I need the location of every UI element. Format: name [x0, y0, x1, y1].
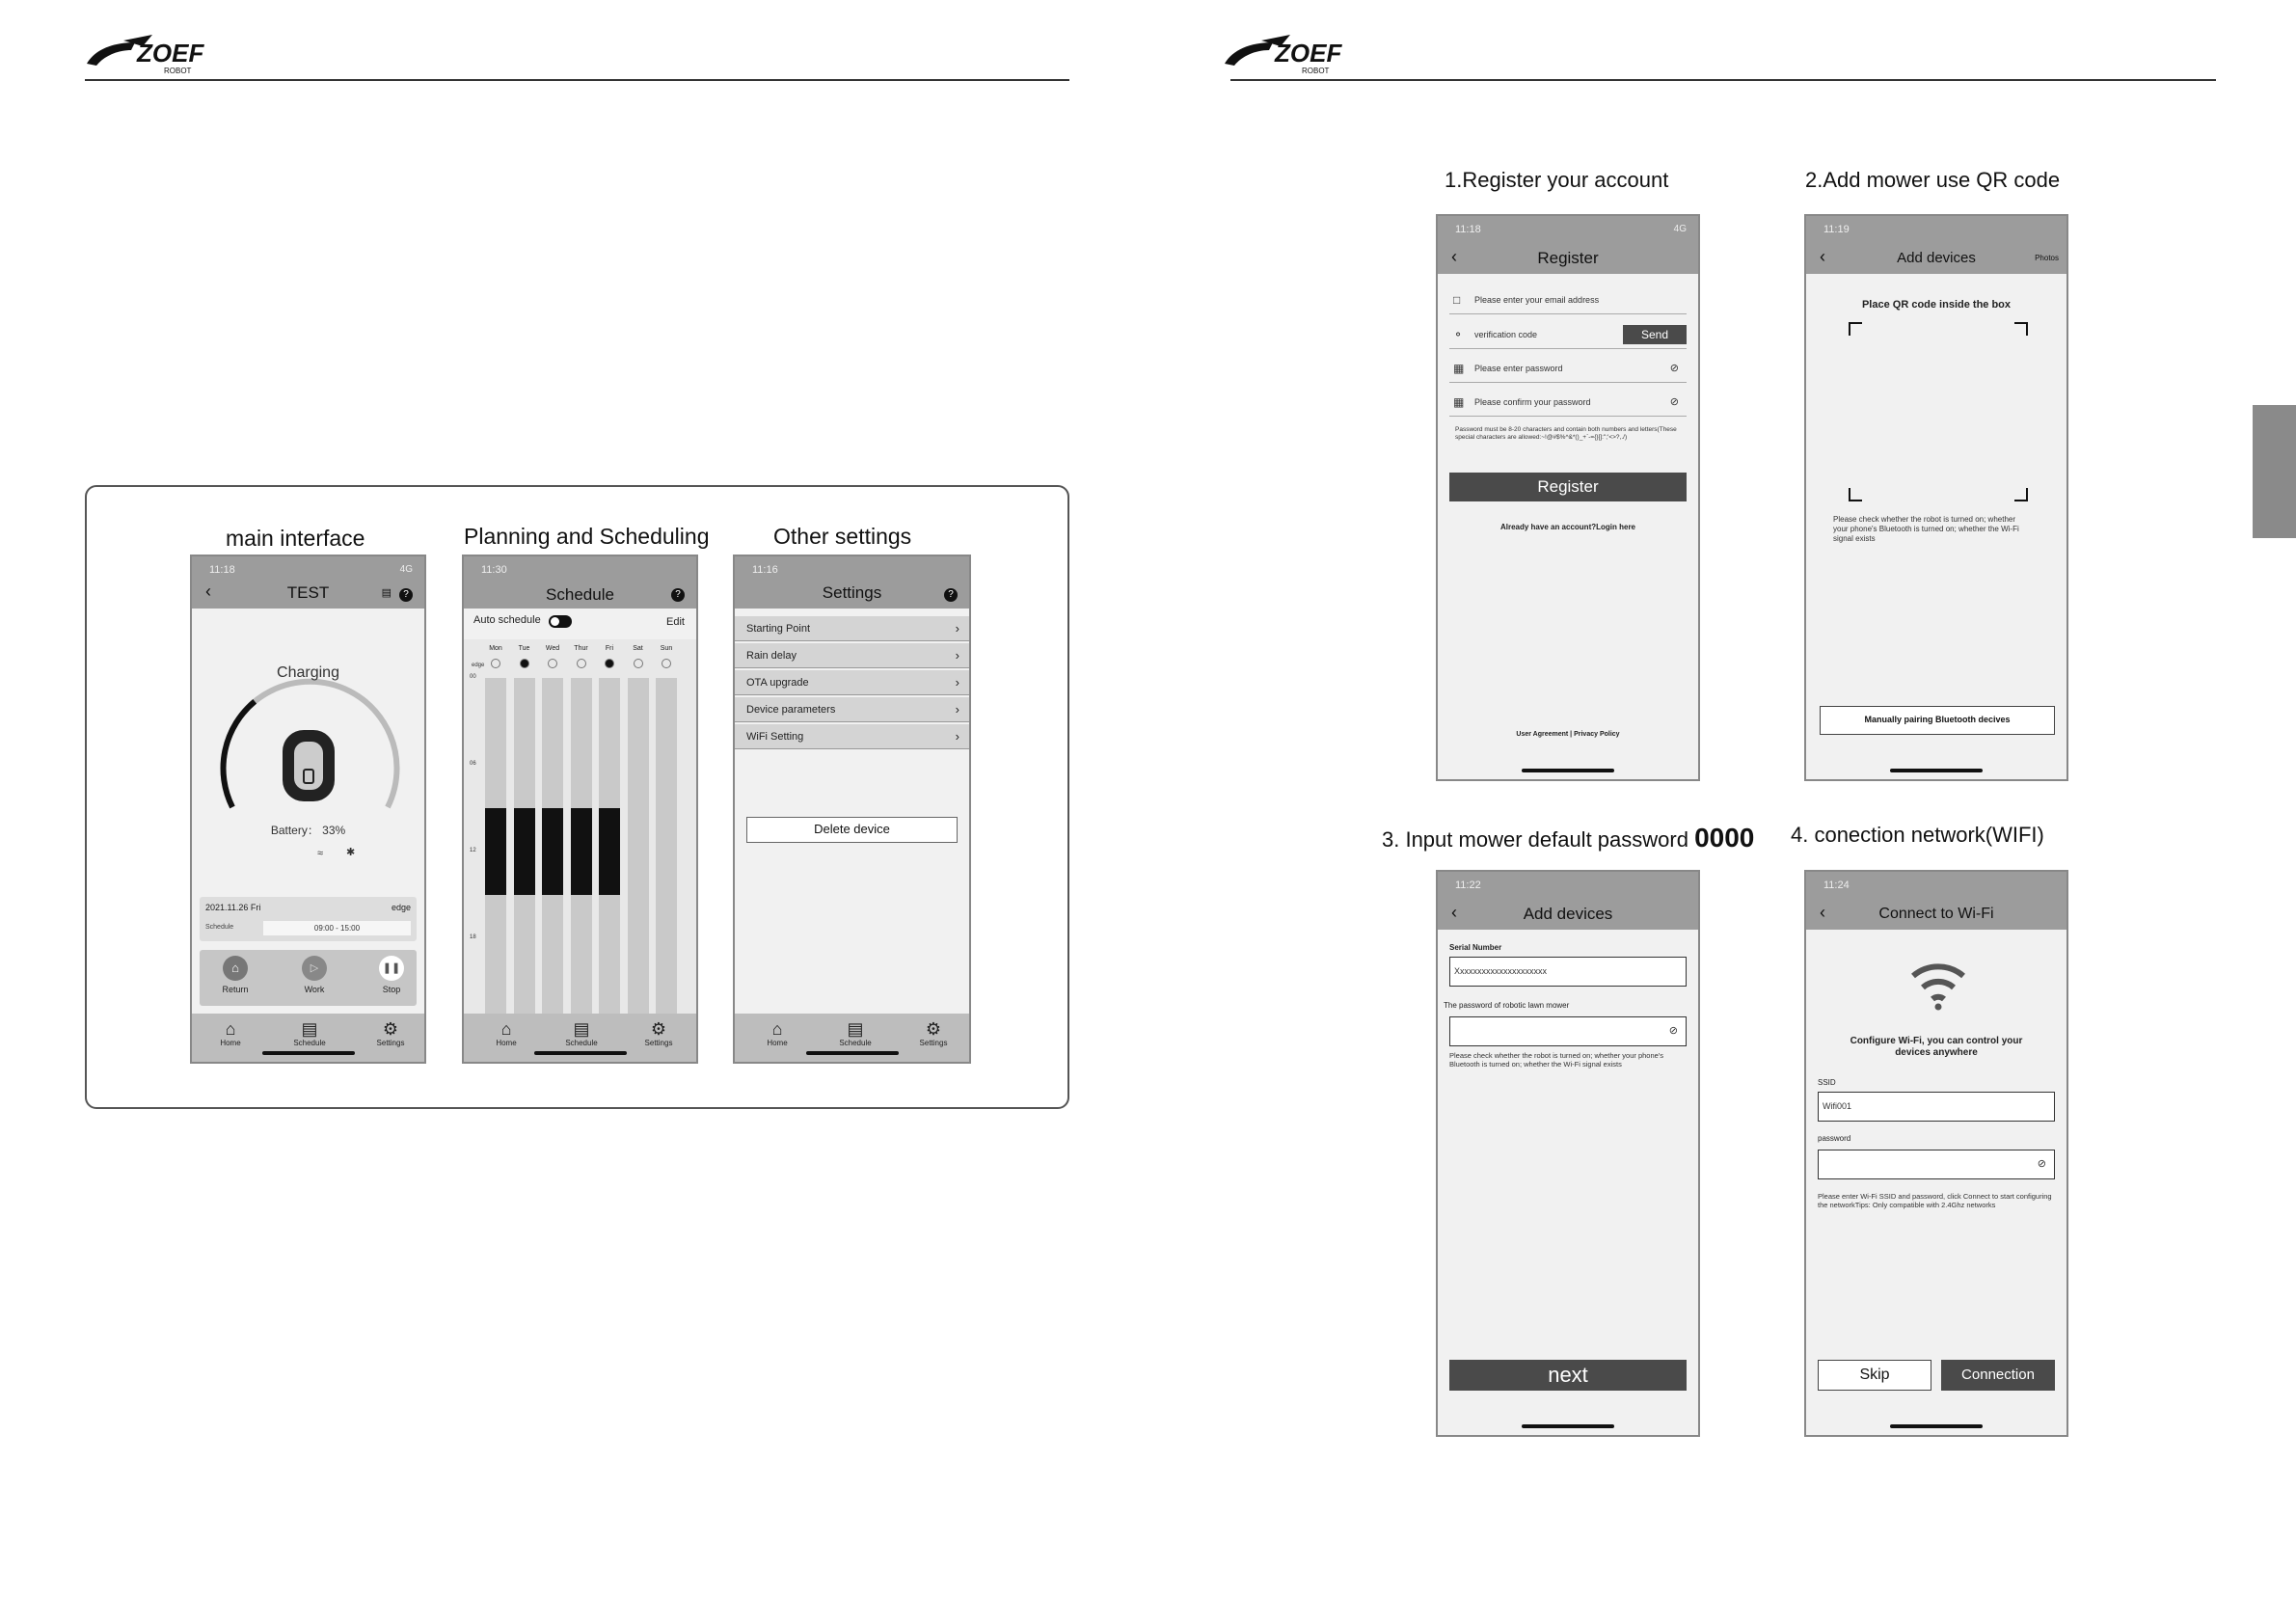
- chevron-right-icon: ›: [955, 702, 959, 717]
- eye-off-icon: ⊘: [2037, 1158, 2046, 1170]
- ssid-label: SSID: [1818, 1078, 1836, 1087]
- add-devices-title: Add devices: [1897, 250, 1976, 266]
- gear-icon: ⚙: [382, 1019, 399, 1039]
- login-link[interactable]: Already have an account?Login here: [1499, 523, 1636, 531]
- back-icon[interactable]: ‹: [1820, 903, 1825, 922]
- eye-off-icon: ⊘: [1669, 363, 1679, 374]
- tab-settings[interactable]: ⚙ Settings: [905, 1019, 962, 1047]
- qr-heading: Place QR code inside the box: [1861, 299, 2012, 311]
- password-field[interactable]: ▦ Please enter password ⊘: [1449, 354, 1687, 383]
- brand-sub: ROBOT: [164, 67, 192, 75]
- skip-button[interactable]: Skip: [1818, 1360, 1931, 1391]
- verification-code-field[interactable]: ⚬ verification code: [1449, 320, 1687, 349]
- confirm-password-field[interactable]: ▦ Please confirm your password ⊘: [1449, 388, 1687, 417]
- auto-schedule-toggle[interactable]: [549, 615, 572, 628]
- caption-step3: 3. Input mower default password 0000: [1382, 823, 1755, 853]
- tab-settings[interactable]: ⚙ Settings: [630, 1019, 688, 1047]
- wifi-icon: [1909, 957, 1967, 1011]
- manual-bluetooth-button[interactable]: Manually pairing Bluetooth decives: [1820, 706, 2055, 735]
- back-icon[interactable]: ‹: [205, 582, 211, 601]
- auto-schedule-label: Auto schedule: [473, 614, 541, 626]
- day-label: Fri: [605, 645, 614, 652]
- svg-text:ROBOT: ROBOT: [1302, 67, 1330, 75]
- wifi-note: Please enter Wi-Fi SSID and password, click Connect to start configuring the networkTips: Only compatible with 2.4Ghz networks: [1818, 1192, 2052, 1209]
- legal-links: User Agreement | Privacy Policy: [1516, 731, 1620, 738]
- schedule-block[interactable]: [599, 808, 620, 895]
- connect-wifi-title: Connect to Wi-Fi: [1878, 906, 1994, 922]
- gear-icon: ⚙: [650, 1019, 667, 1039]
- brand-name: ZOEF: [137, 39, 204, 68]
- tab-settings[interactable]: ⚙ Settings: [362, 1019, 419, 1047]
- lock-icon: ▦: [1453, 362, 1465, 375]
- schedule-block[interactable]: [542, 808, 563, 895]
- lock-icon: ▦: [1453, 395, 1465, 409]
- edge-radio[interactable]: [605, 659, 614, 668]
- user-agreement-link[interactable]: User Agreement: [1516, 731, 1569, 738]
- tab-home[interactable]: ⌂ Home: [477, 1019, 535, 1047]
- settings-title: Settings: [822, 583, 882, 602]
- calendar-icon: ▤: [573, 1019, 590, 1039]
- schedule-block[interactable]: [485, 808, 506, 895]
- caption-main-interface: main interface: [226, 526, 365, 551]
- password-rule: Password must be 8-20 characters and contain both numbers and letters(These special characters are allowed:~!@#$%^&*()_+`-={}[]:";'<>?,./): [1455, 426, 1677, 441]
- hour-label: 12: [470, 848, 476, 853]
- send-code-button[interactable]: Send: [1623, 325, 1687, 344]
- hour-label: 06: [470, 761, 476, 767]
- main-interface-screen: 11:18 4G ‹ TEST ▤ ? Charging Battery： 33% ≈ ✱ 2021.11.26 Fri edge Schedule 09:00 - 15:00 ⌂ Return ▷ Work ❚❚ Stop ⌂ Home ▤ Schedule ⚙ Settings: [190, 555, 426, 1064]
- wifi-password-label: password: [1818, 1134, 1851, 1143]
- chevron-right-icon: ›: [955, 648, 959, 663]
- svg-text:ZOEF: ZOEF: [1275, 39, 1342, 68]
- edge-radio[interactable]: [634, 659, 643, 668]
- ssid-input[interactable]: Wifi001: [1818, 1092, 2055, 1122]
- schedule-screen: 11:30 Schedule ? Auto schedule Edit Mon Tue Wed Thur Fri Sat Sun 00 06 12 18 edge ⌂ Home ▤ Schedule ⚙ Settings: [462, 555, 698, 1064]
- day-label: Wed: [545, 645, 560, 652]
- email-field[interactable]: □ Please enter your email address: [1449, 285, 1687, 314]
- register-button[interactable]: Register: [1449, 473, 1687, 501]
- register-title: Register: [1537, 249, 1599, 267]
- tab-home[interactable]: ⌂ Home: [202, 1019, 259, 1047]
- wifi-heading: Configure Wi-Fi, you can control your devices anywhere: [1850, 1036, 2023, 1058]
- home-tab-icon: ⌂: [500, 1019, 512, 1039]
- chevron-right-icon: ›: [955, 729, 959, 744]
- hour-label: 00: [470, 674, 476, 680]
- mower-icon: [283, 730, 335, 801]
- gear-icon: ⚙: [925, 1019, 942, 1039]
- chevron-right-icon: ›: [955, 675, 959, 690]
- connection-button[interactable]: Connection: [1941, 1360, 2055, 1391]
- serial-label: Serial Number: [1449, 943, 1502, 952]
- qr-scan-screen: 11:19 ‹ Add devices Photos Place QR code inside the box Please check whether the robot is turned on; whether your phone's Bluetooth is turned on; whether the Wi-Fi signal exists Manually pairing Bluetooth decives: [1804, 214, 2068, 781]
- setting-device-parameters[interactable]: Device parameters ›: [735, 697, 969, 722]
- bluetooth-icon: ✱: [346, 847, 356, 858]
- setting-starting-point[interactable]: Starting Point ›: [735, 616, 969, 641]
- caption-step2: 2.Add mower use QR code: [1805, 168, 2061, 192]
- qr-note: Please check whether the robot is turned on; whether your phone's Bluetooth is turned on; whether the Wi-Fi signal exists: [1833, 515, 2019, 543]
- edge-radio[interactable]: [577, 659, 586, 668]
- home-icon: ⌂: [223, 956, 248, 981]
- caption-step4: 4. conection network(WIFI): [1791, 823, 2044, 847]
- day-label: Sun: [660, 645, 673, 652]
- key-icon: ⚬: [1453, 328, 1464, 341]
- settings-screen: 11:16 Settings ? Starting Point › Rain delay › OTA upgrade › Device parameters › WiFi Setting › Delete device ⌂ Home ▤ Schedule ⚙ Settings: [733, 555, 971, 1064]
- qr-frame: [1849, 322, 2028, 501]
- edge-radio[interactable]: [491, 659, 500, 668]
- back-icon[interactable]: ‹: [1451, 247, 1457, 266]
- help-icon[interactable]: ?: [399, 588, 413, 602]
- day-label: Thur: [574, 645, 588, 652]
- back-icon[interactable]: ‹: [1451, 903, 1457, 922]
- caption-planning: Planning and Scheduling: [464, 524, 710, 549]
- day-label: Sat: [633, 645, 643, 652]
- hour-label: 18: [470, 934, 476, 940]
- pause-icon: ❚❚: [379, 956, 404, 981]
- tab-schedule[interactable]: ▤ Schedule: [826, 1019, 884, 1047]
- caption-other-settings: Other settings: [773, 524, 912, 549]
- edge-radio[interactable]: [548, 659, 557, 668]
- action-bar: [200, 950, 417, 1006]
- edge-radio[interactable]: [520, 659, 529, 668]
- delete-device-button[interactable]: Delete device: [746, 817, 958, 843]
- home-tab-icon: ⌂: [771, 1019, 783, 1039]
- serial-number-input[interactable]: Xxxxxxxxxxxxxxxxxxxxx: [1449, 957, 1687, 987]
- header-rule-left: [85, 79, 1069, 81]
- day-label: Tue: [518, 645, 530, 652]
- day-label: Mon: [489, 645, 502, 652]
- week-grid: [464, 639, 696, 1044]
- next-button[interactable]: next: [1449, 1360, 1687, 1391]
- brand-logo: [85, 21, 230, 79]
- work-button[interactable]: ▷ Work: [300, 956, 329, 994]
- help-icon[interactable]: ?: [671, 588, 685, 602]
- eye-off-icon: ⊘: [1668, 1025, 1678, 1037]
- mail-icon: □: [1453, 293, 1461, 307]
- device-title: TEST: [286, 583, 330, 602]
- help-icon[interactable]: ?: [944, 588, 958, 602]
- caption-step1: 1.Register your account: [1445, 168, 1669, 192]
- mower-password-screen: 11:22 ‹ Add devices Serial Number Xxxxxxxxxxxxxxxxxxxxx The password of robotic lawn mower ⊘ Please check whether the robot is turned on; whether your phone's Bluetooth is turned on; whether the Wi-Fi signal exists next: [1436, 870, 1700, 1437]
- privacy-policy-link[interactable]: Privacy Policy: [1574, 731, 1620, 738]
- schedule-block[interactable]: [514, 808, 535, 895]
- tab-home[interactable]: ⌂ Home: [748, 1019, 806, 1047]
- mower-password-input[interactable]: [1449, 1016, 1687, 1046]
- schedule-title: Schedule: [546, 585, 614, 604]
- day-column[interactable]: [656, 678, 677, 1025]
- brand-logo-right: [1223, 21, 1367, 79]
- stop-button[interactable]: ❚❚ Stop: [377, 956, 406, 994]
- day-column[interactable]: [628, 678, 649, 1025]
- play-icon: ▷: [302, 956, 327, 981]
- home-tab-icon: ⌂: [225, 1019, 236, 1039]
- default-password-code: 0000: [1694, 823, 1755, 853]
- page-side-tab: [2253, 405, 2296, 538]
- return-button[interactable]: ⌂ Return: [221, 956, 250, 994]
- tab-schedule[interactable]: ▤ Schedule: [281, 1019, 338, 1047]
- back-icon[interactable]: ‹: [1820, 247, 1825, 266]
- setting-wifi[interactable]: WiFi Setting ›: [735, 724, 969, 749]
- edge-row-label: edge: [472, 663, 485, 668]
- battery-level: Battery： 33%: [270, 824, 346, 837]
- wifi-icon: ≈: [317, 848, 324, 859]
- eye-off-icon: ⊘: [1669, 396, 1679, 408]
- setting-rain-delay[interactable]: Rain delay ›: [735, 643, 969, 668]
- calendar-icon: ▤: [847, 1019, 864, 1039]
- mower-password-label: The password of robotic lawn mower: [1444, 1001, 1570, 1010]
- setting-ota-upgrade[interactable]: OTA upgrade ›: [735, 670, 969, 695]
- calendar-icon: ▤: [301, 1019, 318, 1039]
- header-rule-right: [1230, 79, 2216, 81]
- add-devices-title: Add devices: [1523, 905, 1613, 923]
- wifi-setup-screen: 11:24 ‹ Connect to Wi-Fi Configure Wi-Fi, you can control your devices anywhere SSID Wifi001 password ⊘ Please enter Wi-Fi SSID and password, click Connect to start configuring the networkTips: Only compatible with 2.4Ghz networks Skip Connection: [1804, 870, 2068, 1437]
- tab-schedule[interactable]: ▤ Schedule: [553, 1019, 610, 1047]
- edit-button[interactable]: Edit: [666, 616, 685, 628]
- notes-icon[interactable]: ▤: [381, 587, 392, 599]
- charging-status: Charging: [277, 664, 339, 681]
- edge-radio[interactable]: [662, 659, 671, 668]
- schedule-block[interactable]: [571, 808, 592, 895]
- wifi-password-input[interactable]: [1818, 1150, 2055, 1179]
- schedule-card[interactable]: 2021.11.26 Fri edge Schedule 09:00 - 15:00: [200, 897, 417, 941]
- chevron-right-icon: ›: [955, 621, 959, 636]
- register-screen: 11:18 4G ‹ Register □ Please enter your email address ⚬ verification code Send ▦ Please enter password ⊘ ▦ Please confirm your password ⊘ Password must be 8-20 characters and contain both numbers and letters(These special characters are allowed:~!@#$%^&*()_+`-={}[]:";'<>?,./) Register Already have an account?Login here User Agreement | Privacy Policy: [1436, 214, 1700, 781]
- password-note: Please check whether the robot is turned on; whether your phone's Bluetooth is turned on; whether the Wi-Fi signal exists: [1449, 1051, 1663, 1069]
- photos-button[interactable]: Photos: [2035, 254, 2059, 262]
